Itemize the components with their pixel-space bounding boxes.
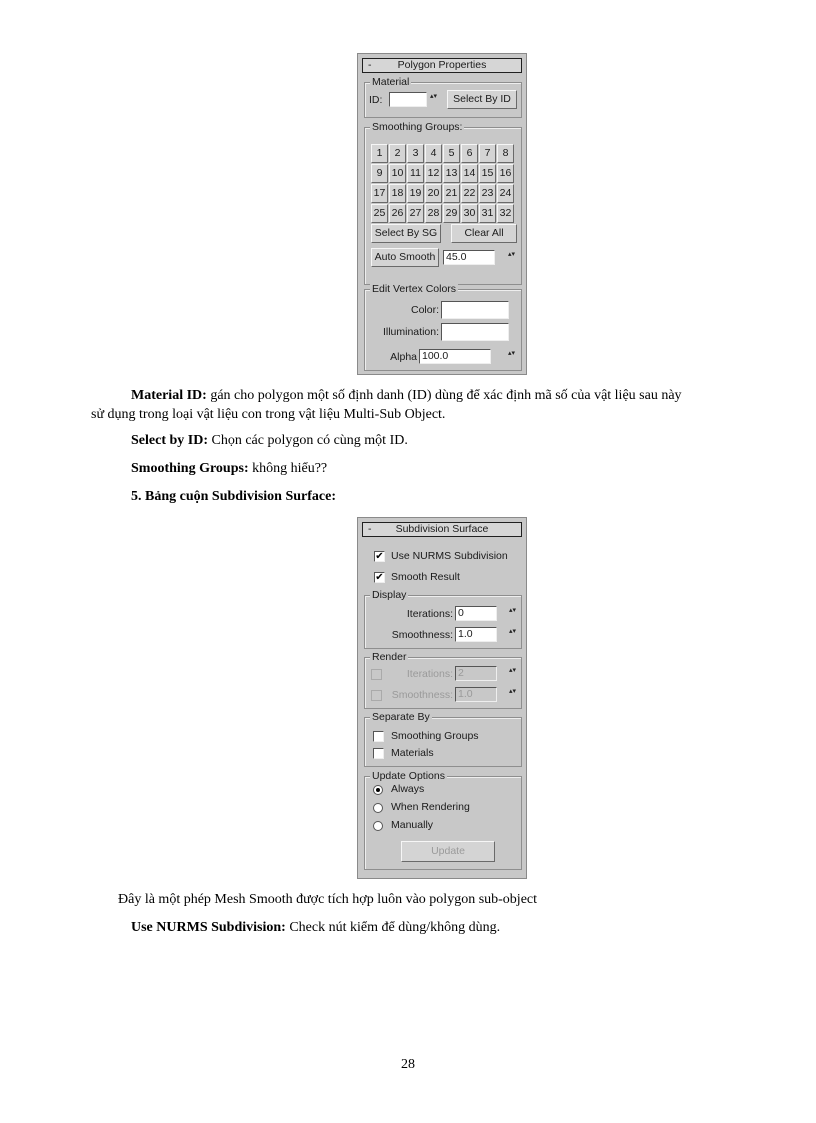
smoothing-group-button[interactable]: 23 <box>479 184 496 203</box>
smoothing-group-button[interactable]: 21 <box>443 184 460 203</box>
section-heading <box>131 489 336 505</box>
smoothing-groups-label: Smoothing Groups: <box>372 121 463 133</box>
update-options-group-label: Update Options <box>372 770 445 782</box>
subdivision-surface-rollout-header[interactable] <box>362 522 522 537</box>
material-id-input[interactable] <box>389 92 427 107</box>
select-by-id-term: Select by ID: <box>131 433 208 448</box>
material-id-spinner[interactable]: ▴▾ <box>429 93 438 100</box>
smoothing-group-button[interactable]: 1 <box>371 144 388 163</box>
rollout-title: Subdivision Surface <box>395 523 489 535</box>
render-iterations-spinner[interactable]: ▴▾ <box>508 667 517 674</box>
smoothing-group-button[interactable]: 30 <box>461 204 478 223</box>
render-group <box>364 651 522 709</box>
auto-smooth-spinner[interactable]: ▴▾ <box>507 251 516 258</box>
smoothing-groups-term: Smoothing Groups: <box>131 461 249 476</box>
smoothing-group-button[interactable]: 18 <box>389 184 406 203</box>
smoothing-group-button[interactable]: 29 <box>443 204 460 223</box>
use-nurms-term: Use NURMS Subdivision: <box>131 920 286 935</box>
illumination-label: Illumination: <box>382 326 439 338</box>
illumination-swatch[interactable] <box>441 323 509 341</box>
material-id-description: gán cho polygon một số định danh (ID) dùng để xác định mã số của vật liệu sau này <box>206 388 682 403</box>
smoothing-group-button[interactable]: 27 <box>407 204 424 223</box>
smoothing-group-button[interactable]: 13 <box>443 164 460 183</box>
material-group-label: Material <box>372 76 410 88</box>
alpha-spinner[interactable]: ▴▾ <box>507 350 516 357</box>
edit-vertex-colors-group <box>364 283 522 371</box>
smoothing-group-button[interactable]: 9 <box>371 164 388 183</box>
collapse-icon: - <box>368 523 372 535</box>
display-smoothness-label: Smoothness: <box>391 629 453 641</box>
render-smoothness-label: Smoothness: <box>391 689 453 701</box>
material-id-paragraph <box>131 388 682 404</box>
smoothing-group-button[interactable]: 8 <box>497 144 514 163</box>
render-iterations-label: Iterations: <box>406 668 453 680</box>
select-by-id-paragraph <box>131 433 408 449</box>
smoothing-group-button[interactable]: 10 <box>389 164 406 183</box>
separate-smoothing-groups-checkbox[interactable] <box>373 731 384 742</box>
smoothing-group-button[interactable]: 2 <box>389 144 406 163</box>
auto-smooth-threshold-input[interactable]: 45.0 <box>443 250 495 265</box>
smooth-result-label: Smooth Result <box>391 571 460 583</box>
page-number: 28 <box>401 1057 415 1072</box>
use-nurms-label: Use NURMS Subdivision <box>391 550 508 562</box>
render-smoothness-checkbox[interactable] <box>371 690 382 701</box>
alpha-label: Alpha <box>390 351 417 363</box>
smoothing-group-button[interactable]: 12 <box>425 164 442 183</box>
display-group-label: Display <box>372 589 407 601</box>
smoothing-group-button[interactable]: 4 <box>425 144 442 163</box>
collapse-icon: - <box>368 59 372 71</box>
when-rendering-label: When Rendering <box>391 801 470 813</box>
material-id-label: ID: <box>369 94 383 106</box>
render-iterations-checkbox[interactable] <box>371 669 382 680</box>
render-group-label: Render <box>372 651 407 663</box>
display-iterations-spinner[interactable]: ▴▾ <box>508 607 517 614</box>
smoothing-group-button[interactable]: 15 <box>479 164 496 183</box>
display-iterations-label: Iterations: <box>406 608 453 620</box>
always-radio[interactable] <box>373 785 383 795</box>
polygon-properties-rollout-header[interactable] <box>362 58 522 73</box>
material-id-term: Material ID: <box>131 388 207 403</box>
smoothing-group-button[interactable]: 17 <box>371 184 388 203</box>
smoothing-group-button[interactable]: 5 <box>443 144 460 163</box>
smoothing-group-button[interactable]: 14 <box>461 164 478 183</box>
smoothing-group-button[interactable]: 19 <box>407 184 424 203</box>
smoothing-group-button[interactable]: 25 <box>371 204 388 223</box>
alpha-input[interactable]: 100.0 <box>419 349 491 364</box>
smoothing-groups-paragraph <box>131 461 327 477</box>
edit-vertex-colors-label: Edit Vertex Colors <box>372 283 457 295</box>
smoothing-group-button[interactable]: 28 <box>425 204 442 223</box>
separate-by-group <box>364 711 522 767</box>
display-smoothness-spinner[interactable]: ▴▾ <box>508 628 517 635</box>
display-iterations-input[interactable]: 0 <box>455 606 497 621</box>
smoothing-group-button[interactable]: 31 <box>479 204 496 223</box>
separate-materials-label: Materials <box>391 747 434 759</box>
display-group <box>364 589 522 649</box>
rollout-title: Polygon Properties <box>397 59 487 71</box>
smoothing-group-button[interactable]: 22 <box>461 184 478 203</box>
section-heading-text: 5. Bảng cuộn Subdivision Surface: <box>131 489 336 504</box>
smoothing-group-button[interactable]: 7 <box>479 144 496 163</box>
color-label: Color: <box>410 304 439 316</box>
use-nurms-description: Check nút kiểm để dùng/không dùng. <box>285 920 501 935</box>
render-smoothness-input[interactable]: 1.0 <box>455 687 497 702</box>
smoothing-group-button[interactable]: 6 <box>461 144 478 163</box>
manually-radio[interactable] <box>373 821 383 831</box>
manually-label: Manually <box>391 819 434 831</box>
use-nurms-paragraph <box>131 920 500 936</box>
subdivision-surface-panel <box>357 517 527 879</box>
use-nurms-checkbox[interactable]: ✔ <box>375 551 384 562</box>
clear-all-button[interactable]: Clear All <box>451 224 517 243</box>
select-by-sg-button[interactable]: Select By SG <box>371 224 441 243</box>
smoothing-group-button[interactable]: 16 <box>497 164 514 183</box>
always-label: Always <box>391 783 425 795</box>
display-smoothness-input[interactable]: 1.0 <box>455 627 497 642</box>
separate-by-group-label: Separate By <box>372 711 430 723</box>
smoothing-groups-description: không hiểu?? <box>248 461 328 476</box>
smoothing-group-button[interactable]: 24 <box>497 184 514 203</box>
smoothing-group-button[interactable]: 3 <box>407 144 424 163</box>
render-smoothness-spinner[interactable]: ▴▾ <box>508 688 517 695</box>
when-rendering-radio[interactable] <box>373 803 383 813</box>
update-options-group <box>364 770 522 870</box>
smoothing-group-button[interactable]: 32 <box>497 204 514 223</box>
material-id-paragraph-continued: sử dụng trong loại vật liệu con trong vật liệu Multi-Sub Object. <box>91 407 446 422</box>
smoothing-group-button[interactable]: 11 <box>407 164 424 183</box>
smoothing-group-button[interactable]: 20 <box>425 184 442 203</box>
smooth-result-checkbox[interactable]: ✔ <box>375 572 384 583</box>
separate-smoothing-groups-label: Smoothing Groups <box>391 730 479 742</box>
update-button[interactable]: Update <box>401 841 495 862</box>
select-by-id-button[interactable]: Select By ID <box>447 90 517 109</box>
separate-materials-checkbox[interactable] <box>373 748 384 759</box>
mesh-smooth-note: Đây là một phép Mesh Smooth được tích hợp luôn vào polygon sub-object <box>118 892 538 907</box>
smoothing-groups-group <box>364 121 522 285</box>
render-iterations-input[interactable]: 2 <box>455 666 497 681</box>
material-group <box>364 76 522 118</box>
auto-smooth-button[interactable]: Auto Smooth <box>371 248 439 267</box>
polygon-properties-panel <box>357 53 527 375</box>
smoothing-group-grid <box>371 144 514 223</box>
color-swatch[interactable] <box>441 301 509 319</box>
smoothing-group-button[interactable]: 26 <box>389 204 406 223</box>
select-by-id-description: Chọn các polygon có cùng một ID. <box>208 433 408 448</box>
